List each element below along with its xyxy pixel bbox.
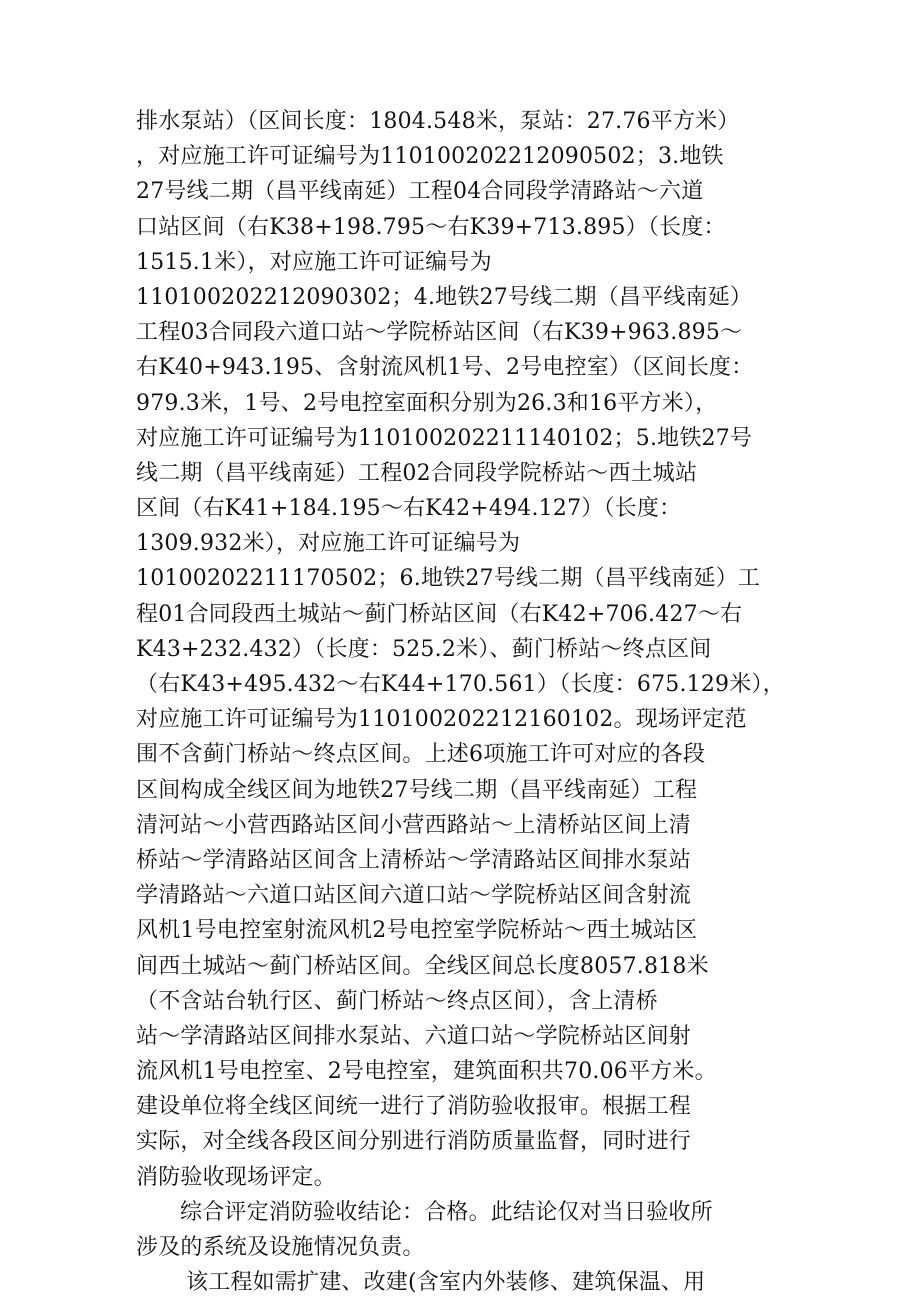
- text-line: 流风机1号电控室、2号电控室，建筑面积共70.06平方米。: [136, 1059, 717, 1085]
- text-line: 风机1号电控室射流风机2号电控室学院桥站～西土城站区: [136, 918, 698, 944]
- text-line: 围不含蓟门桥站～终点区间。上述6项施工许可对应的各段: [136, 742, 706, 768]
- conclusion-line: 综合评定消防验收结论：合格。此结论仅对当日验收所: [180, 1199, 713, 1225]
- text-line: 10100202211170502；6.地铁27号线二期（昌平线南延）工: [136, 566, 761, 592]
- text-line: 清河站～小营西路站区间小营西路站～上清桥站区间上清: [136, 812, 692, 838]
- text-line: 该工程如需扩建、改建(含室内外装修、建筑保温、用: [186, 1270, 706, 1296]
- text-line: 27号线二期（昌平线南延）工程04合同段学清路站～六道: [136, 179, 704, 205]
- text-line: 1309.932米），对应施工许可证编号为: [136, 531, 521, 557]
- text-line: 工程03合同段六道口站～学院桥站区间（右K39+963.895～: [136, 320, 743, 346]
- text-line: 实际，对全线各段区间分别进行消防质量监督，同时进行: [136, 1129, 692, 1155]
- text-line: （不含站台轨行区、蓟门桥站～终点区间），含上清桥: [136, 988, 658, 1014]
- text-line: 对应施工许可证编号为110100202211140102；5.地铁27号: [136, 425, 753, 451]
- text-line: 979.3米，1号、2号电控室面积分别为26.3和16平方米），: [136, 390, 718, 416]
- text-line: 间西土城站～蓟门桥站区间。全线区间总长度8057.818米: [136, 953, 709, 979]
- text-line: 建设单位将全线区间统一进行了消防验收报审。根据工程: [136, 1094, 692, 1120]
- text-line: 110100202212090302；4.地铁27号线二期（昌平线南延）: [136, 284, 753, 310]
- text-line: K43+232.432）（长度：525.2米）、蓟门桥站～终点区间: [136, 636, 712, 662]
- text-line: ，对应施工许可证编号为110100202212090502；3.地铁: [136, 144, 724, 170]
- text-line: 右K40+943.195、含射流风机1号、2号电控室）（区间长度：: [136, 355, 754, 381]
- text-line: 对应施工许可证编号为110100202212160102。现场评定范: [136, 707, 747, 733]
- text-line: 线二期（昌平线南延）工程02合同段学院桥站～西土城站: [136, 460, 698, 486]
- text-line: 区间构成全线区间为地铁27号线二期（昌平线南延）工程: [136, 777, 698, 803]
- text-line: 区间（右K41+184.195～右K42+494.127）（长度：: [136, 496, 682, 522]
- text-line: 口站区间（右K38+198.795～右K39+713.895）（长度：: [136, 214, 726, 240]
- text-line: 学清路站～六道口站区间六道口站～学院桥站区间含射流: [136, 883, 692, 909]
- text-line: 1515.1米），对应施工许可证编号为: [136, 249, 492, 275]
- text-line: 排水泵站）（区间长度：1804.548米，泵站：27.76平方米）: [136, 109, 740, 134]
- text-line: （右K43+495.432～右K44+170.561）（长度：675.129米），: [136, 672, 785, 697]
- text-line: 程01合同段西土城站～蓟门桥站区间（右K42+706.427～右: [136, 601, 743, 627]
- text-line: 消防验收现场评定。: [136, 1164, 336, 1190]
- text-line: 站～学清路站区间排水泵站、六道口站～学院桥站区间射: [136, 1023, 692, 1049]
- document-body: [136, 104, 785, 1300]
- conclusion-line: 涉及的系统及设施情况负责。: [136, 1235, 425, 1260]
- text-line: 桥站～学清路站区间含上清桥站～学清路站区间排水泵站: [136, 847, 692, 873]
